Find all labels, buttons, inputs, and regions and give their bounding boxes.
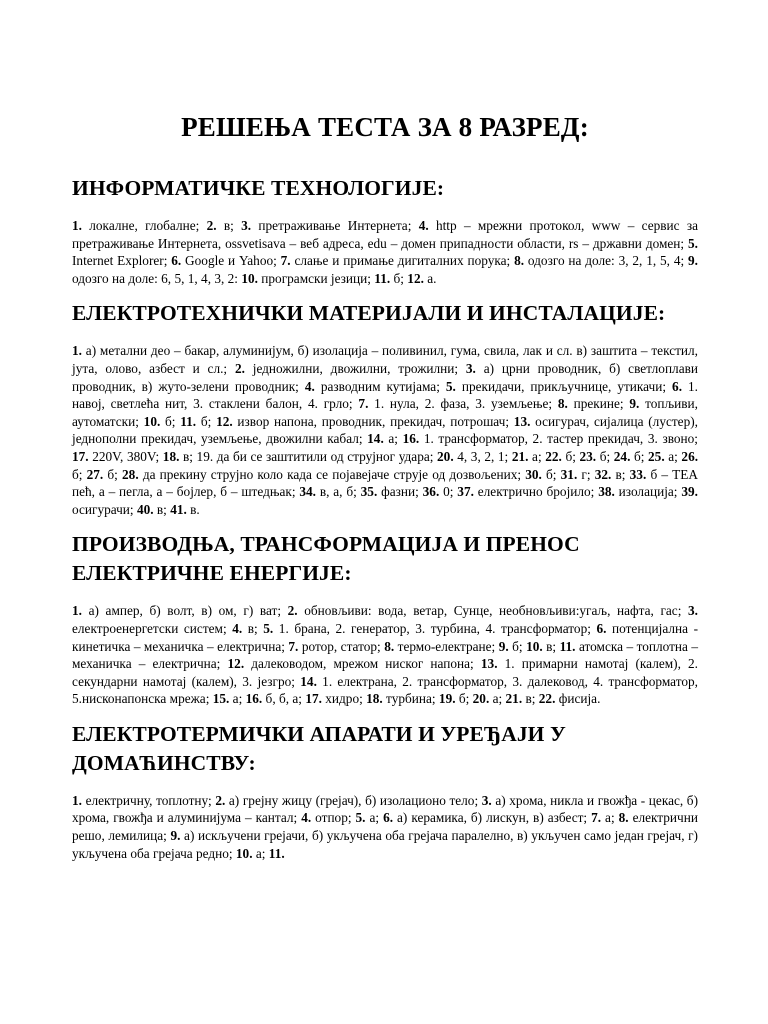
document-content [72, 174, 698, 874]
section-heading: ЕЛЕКТРОТЕХНИЧКИ МАТЕРИЈАЛИ И ИНСТАЛАЦИЈЕ: [72, 301, 666, 326]
answer-number: 22. [538, 691, 556, 707]
answer-text: в, а, б; [316, 484, 361, 500]
answer-text: а; [528, 448, 546, 464]
answer-number: 39. [681, 484, 698, 500]
answer-text: Internet Explorer; [72, 253, 172, 269]
answer-number: 10. [143, 413, 161, 429]
answer-text: в; [242, 620, 264, 636]
answer-text: изолација; [614, 484, 682, 500]
answer-number: 34. [299, 484, 316, 500]
answer-number: 6. [672, 378, 683, 394]
answer-number: 8. [557, 396, 568, 412]
answer-number: 26. [681, 448, 699, 464]
answer-text: локалне, глобалне; [81, 218, 207, 233]
answer-text: фазни; [377, 484, 423, 500]
answer-number: 6. [171, 253, 182, 269]
answer-text: далеководом, мрежом ниског напона; [244, 656, 481, 672]
answer-number: 32. [594, 466, 612, 482]
answer-text: а; [601, 810, 619, 826]
section-1 [72, 174, 698, 287]
answer-text: http – мрежни протокол, www – сервис за претраживање Интернета, ossvetisava – веб адреса, edu – домен припадности области, rs – државни домен; [72, 218, 698, 251]
answer-text: прекине; [567, 396, 630, 412]
answer-number: 9. [170, 828, 181, 844]
answers-paragraph [72, 602, 698, 708]
answer-number: 41. [170, 501, 187, 517]
answer-number: 11. [180, 413, 197, 429]
answer-number: 9. [629, 396, 640, 412]
answer-text: б, б, а; [262, 691, 306, 707]
answer-text: б; [390, 270, 408, 286]
answer-number: 7. [591, 810, 602, 826]
answer-number: 18. [366, 691, 383, 707]
answer-text: в; [611, 466, 630, 482]
answer-text: в; [522, 691, 539, 707]
answer-number: 22. [545, 448, 562, 464]
answer-text: разводним кутијама; [314, 378, 446, 394]
answer-text: 1. трансформатор, 2. тастер прекидач, 3. звоно; [419, 431, 698, 447]
answer-text: б; [160, 413, 181, 429]
answer-text: фисија. [555, 691, 601, 707]
answer-number: 16. [402, 431, 420, 447]
answer-text: а) грејну жицу (грејач), б) изолационо тело; [225, 792, 482, 808]
answer-text: електричну, топлотну; [81, 792, 216, 808]
answer-number: 38. [598, 484, 615, 500]
answers-paragraph [72, 792, 698, 862]
answer-number: 14. [367, 431, 384, 447]
answer-text: електрично бројило; [473, 484, 599, 500]
answer-text: Google и Yahoo; [181, 253, 281, 269]
answer-text: програмски језици; [257, 270, 375, 286]
answer-number: 28. [122, 466, 139, 482]
answer-text: осигурачи; [72, 501, 137, 517]
answer-text: б; [196, 413, 217, 429]
answer-number: 30. [525, 466, 542, 482]
answer-number: 8. [618, 810, 629, 826]
answer-text: а) црни проводник, б) светлоплави проводник, в) жуто-зелени проводник; [72, 360, 698, 394]
answer-number: 35. [360, 484, 378, 500]
answer-number: 1. [72, 603, 82, 619]
answer-text: б – ТЕА пећ, а – пегла, а – бојлер, б – штедњак; [72, 466, 699, 500]
answer-text: а; [489, 691, 506, 707]
answer-number: 27. [86, 466, 104, 482]
answer-number: 5. [445, 378, 456, 394]
answer-text: б; [103, 466, 123, 482]
answer-text: а) ампер, б) волт, в) ом, г) ват; [81, 603, 288, 619]
section-4 [72, 720, 698, 862]
answers-paragraph [72, 217, 698, 287]
answer-number: 12. [407, 270, 424, 286]
answer-text: г; [577, 466, 595, 482]
answer-text: једножилни, двожилни, трожилни; [244, 360, 466, 376]
answer-number: 21. [511, 448, 529, 464]
answer-number: 2. [215, 792, 226, 808]
answer-number: 12. [216, 413, 233, 429]
answer-text: а) керамика, б) лискун, в) азбест; [393, 810, 592, 826]
answer-number: 11. [268, 845, 285, 861]
answer-number: 36. [422, 484, 440, 500]
section-heading: ЕЛЕКТРОТЕРМИЧКИ АПАРАТИ И УРЕЂАЈИ У ДОМАЋИНСТВУ: [72, 721, 566, 775]
answer-text: електроенергетски систем; [72, 620, 233, 636]
answer-number: 4. [301, 810, 312, 826]
answer-text: 1. електрана, 2. трансформатор, 3. далековод, 4. трансформатор, 5.нисконапонска мрежа; [72, 673, 699, 707]
answer-text: 4, 3, 2, 1; [453, 448, 512, 464]
answer-number: 2. [287, 603, 298, 619]
answer-text: в. [186, 501, 200, 517]
answer-text: електрични решо, лемилица; [72, 810, 698, 844]
answer-number: 13. [513, 413, 531, 429]
answer-number: 4. [232, 620, 243, 636]
answer-text: б; [561, 448, 580, 464]
answer-text: а; [664, 448, 682, 464]
answer-number: 24. [613, 448, 631, 464]
answer-text: а; [365, 810, 384, 826]
answer-text: осигурач, сијалица (лустер), једнополни прекидач, уземљење, двожилни кабал; [72, 413, 698, 447]
answers-paragraph [72, 342, 698, 518]
answer-text: б; [72, 466, 87, 482]
answer-text: извор напона, проводник, прекидач, потрошач; [232, 413, 514, 429]
answer-number: 9. [688, 253, 698, 269]
answer-number: 21. [505, 691, 523, 707]
answer-number: 4. [304, 378, 315, 394]
answer-number: 20. [437, 448, 454, 464]
answer-number: 16. [245, 691, 263, 707]
answer-text: б; [541, 466, 561, 482]
answer-number: 17. [72, 448, 89, 464]
answer-text: б; [455, 691, 473, 707]
answer-number: 11. [559, 638, 576, 654]
answer-text: а) метални део – бакар, алуминијум, б) изолација – поливинил, гума, свила, лак и сл. в) заштита – текстил, јута, олово, азбест и сл.; [72, 343, 698, 376]
answer-number: 40. [136, 501, 154, 517]
answer-number: 17. [305, 691, 322, 707]
page-title: РЕШЕЊА ТЕСТА ЗА 8 РАЗРЕД: [181, 112, 589, 142]
answer-text: а; [383, 431, 403, 447]
section-heading: ИНФОРМАТИЧКЕ ТЕХНОЛОГИЈЕ: [72, 176, 445, 200]
answer-text: одозго на доле: 3, 2, 1, 5, 4; [524, 253, 689, 269]
answer-number: 18. [162, 448, 180, 464]
answer-number: 1. [72, 218, 82, 233]
answer-text: б; [508, 638, 527, 654]
answer-number: 11. [374, 270, 391, 286]
answer-number: 15. [212, 691, 230, 707]
answer-text: в; [153, 501, 171, 517]
answer-text: турбина; [382, 691, 439, 707]
answer-number: 10. [526, 638, 543, 654]
answer-text: 0; [439, 484, 458, 500]
answer-number: 2. [206, 218, 217, 233]
answer-number: 31. [560, 466, 578, 482]
answer-number: 13. [480, 656, 498, 672]
answer-text: да прекину струјно коло када се појавеjаче струје од дозвољених; [138, 466, 526, 482]
answer-number: 37. [457, 484, 474, 500]
answer-number: 33. [629, 466, 647, 482]
answer-text: в; [542, 638, 560, 654]
answer-text: а) искључени грејачи, б) укључена оба грејача паралелно, в) укључен само један грејач, г) укључена оба грејача редно; [72, 828, 698, 861]
answer-number: 23. [579, 448, 597, 464]
answer-number: 19. [438, 691, 456, 707]
answer-text: 1. брана, 2. генератор, 3. турбина, 4. трансформатор; [273, 620, 597, 636]
answer-text: а; [252, 845, 269, 861]
answer-text: а. [423, 270, 437, 286]
answer-text: претраживање Интернета; [251, 218, 419, 233]
answer-text: слање и примање дигиталних порука; [290, 253, 515, 269]
answer-number: 1. [72, 792, 82, 808]
answer-number: 7. [358, 396, 369, 412]
answer-text: б; [596, 448, 614, 464]
answer-text: одозго на доле: 6, 5, 1, 4, 3, 2: [72, 270, 242, 286]
answer-text: в; [216, 218, 242, 233]
answer-text: топљиви, аутоматски; [72, 396, 698, 429]
answer-number: 2. [234, 360, 245, 376]
answer-text: 1. примарни намотај (калем), 2. секундарни намотај (калем), 3. језгро; [72, 656, 699, 689]
section-heading: ПРОИЗВОДЊА, ТРАНСФОРМАЦИЈА И ПРЕНОС ЕЛЕКТРИЧНЕ ЕНЕРГИЈЕ: [72, 532, 580, 586]
answer-text: прекидачи, прикључнице, утикачи; [455, 378, 673, 394]
answer-text: а) хрома, никла и гвожђа - цекас, б) хрома, гвожђа и алуминијума – кантал; [72, 792, 698, 826]
answer-number: 4. [418, 218, 429, 233]
answer-number: 10. [241, 270, 258, 286]
answer-number: 25. [648, 448, 665, 464]
answer-text: в; 19. да би се заштитили од струјног удара; [179, 448, 438, 464]
answer-number: 3. [481, 792, 492, 808]
answer-number: 6. [383, 810, 394, 826]
answer-number: 10. [235, 845, 253, 861]
answer-number: 6. [596, 620, 607, 636]
section-2 [72, 299, 698, 518]
answer-number: 12. [227, 656, 245, 672]
answer-text: б; [630, 448, 649, 464]
answer-text: термо-електране; [394, 638, 499, 654]
answer-number: 8. [514, 253, 525, 269]
answer-text: обновљиви: вода, ветар, Сунце, необновљиви:угаљ, нафта, гас; [297, 603, 689, 619]
answer-text: а; [229, 691, 246, 707]
answer-text: 220V, 380V; [88, 448, 163, 464]
answer-text: 1. нула, 2. фаза, 3. уземљење; [368, 396, 558, 412]
answer-number: 20. [472, 691, 490, 707]
answer-number: 3. [241, 218, 252, 233]
answer-text: потенцијална - кинетичка – механичка – електрична; [72, 620, 699, 654]
answer-number: 7. [280, 253, 291, 269]
answer-number: 14. [300, 673, 317, 689]
answer-number: 8. [384, 638, 395, 654]
answer-text: ротор, статор; [298, 638, 385, 654]
answer-number: 9. [498, 638, 509, 654]
answer-number: 1. [72, 343, 82, 359]
section-3 [72, 530, 698, 708]
answer-number: 5. [688, 235, 698, 251]
answer-text: отпор; [311, 810, 356, 826]
answer-number: 5. [263, 620, 274, 636]
answer-number: 7. [288, 638, 299, 654]
answer-text: хидро; [321, 691, 367, 707]
answer-text: атомска – топлотна – механичка – електрична; [72, 638, 699, 672]
answer-number: 3. [465, 360, 476, 376]
answer-text: 1. навој, светлећа нит, 3. стаклени балон, 4. грло; [72, 378, 699, 412]
answer-number: 3. [688, 603, 698, 619]
answer-number: 5. [355, 810, 366, 826]
